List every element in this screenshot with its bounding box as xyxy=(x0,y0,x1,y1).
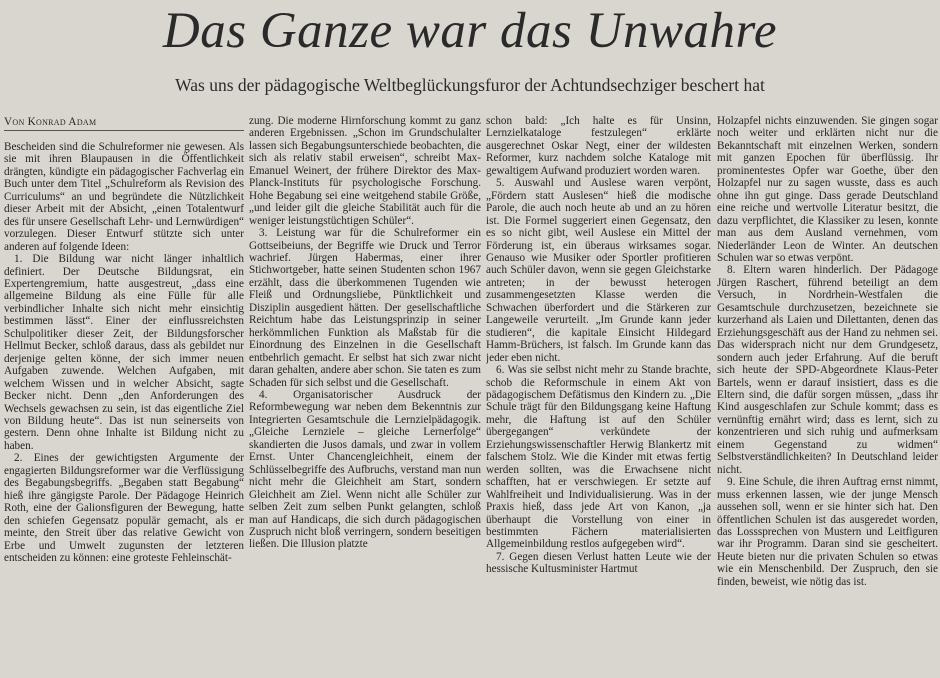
paragraph: 1. Die Bildung war nicht länger inhaltlich definiert. Der Deutsche Bildungsrat, ein Expertengremium, hatte ausgestreut, „dass eine allgemeine Bildung als eine Fülle für alle verbindlicher Inhalte sich nicht mehr einsichtig bestimmen lässt“. Einer der einflussreichsten Schulpolitiker dieser Zeit, der Bildungsforscher Hellmut Becker, schloß daraus, dass als gebildet nur derjenige gelten könne, der sich immer neuen Aufgaben zuwende. Welchen Aufgaben, mit welchem Wissen und in welcher Absicht, sagte Becker nicht. Denn „den Anforderungen des Wechsels gewachsen zu sein, ist das eigentliche Ziel von Bildung heute“. Das ist nun seinerseits von gestern. Denn ohne Inhalte ist Bildung nicht zu haben. xyxy=(4,253,244,452)
paragraph: 4. Organisatorischer Ausdruck der Reformbewegung war neben dem Bekenntnis zur Integrierten Gesamtschule die Lernzielpädagogik. „Gleiche Lernziele – gleiche Lernerfolge“ skandierten die Jusos damals, und zwar in vollem Ernst. Unter Chancengleichheit, einem der Schlüsselbegriffe des Aufbruchs, verstand man nun nicht mehr die Gleichheit am Start, sondern Gleichheit am Ziel. Wenn nicht alle Schüler zur selben Zeit zum selben Punkt gelangten, schloß man auf Handicaps, die sich durch pädagogischen Zuspruch nicht bloß verringern, sondern beseitigen ließen. Die Illusion platzte xyxy=(249,388,481,551)
column-4 xyxy=(717,115,938,678)
paragraph: Bescheiden sind die Schulreformer nie gewesen. Als sie mit ihren Blaupausen in die Öffentlichkeit drängten, kündigte ein pädagogischer Fachverlag ein Buch unter dem Titel „Schulreform als Revision des Curriculums“ an und begründete die Nützlichkeit dieser Arbeit mit der Absicht, „einen Totalentwurf des für unsere Gesellschaft Lehr- und Lernwürdigen“ vorzulegen. Dieser Entwurf stützte sich unter anderen auf folgende Ideen: xyxy=(4,141,244,253)
headline: Das Ganze war das Unwahre xyxy=(162,3,778,59)
paragraph: 2. Eines der gewichtigsten Argumente der engagierten Bildungsreformer war die Verflüssigung des Begabungsbegriffs. „Begaben statt Begabung“ hieß ihre gängigste Parole. Der Pädagoge Heinrich Roth, eine der Galionsfiguren der Bewegung, hatte den schiefen Gegensatz populär gemacht, als er meinte, den Streit über das relative Gewicht von Erbe und Umwelt zugunsten der letzteren entscheiden zu können: eine groteste Fehleinschät- xyxy=(4,452,244,564)
column-2 xyxy=(249,115,481,678)
article-body xyxy=(4,115,938,678)
paragraph: zung. Die moderne Hirnforschung kommt zu ganz anderen Ergebnissen. „Schon im Grundschulalter lassen sich Begabungsunterschiede beobachten, die sich als relativ stabil erweisen“, schreibt Max-Emanuel Weinert, der frühere Direktor des Max-Planck-Instituts für psychologische Forschung. Hohe Begabung sei eine weitgehend stabile Größe, „und leider gilt die gleiche Stabilität auch für die weniger leistungstüchtigen Schüler“. xyxy=(249,115,481,227)
paragraph: 8. Eltern waren hinderlich. Der Pädagoge Jürgen Raschert, führend beteiligt an dem Versuch, in Nordrhein-Westfalen die Gesamtschule durchzusetzen, bezeichnete sie kurzerhand als Laien und Dilettanten, denen das Erziehungsgeschäft aus der Hand zu nehmen sei. Das widersprach nicht nur dem Grundgesetz, sondern auch jeder Erfahrung. Auf die beruft sich heute der SPD-Abgeordnete Klaus-Peter Bartels, wenn er darauf insistiert, dass es die Eltern sind, die dafür sorgen müssen, „dass ihr Kind ausgeschlafen zur Schule kommt; dass es vernünftig ernährt wird; dass es lernt, sich zu konzentrieren und sich ruhig und aufmerksam einem Gegenstand zu widmen“ Selbstverständlichkeiten? In Deutschland leider nicht. xyxy=(717,264,938,476)
paragraph: 5. Auswahl und Auslese waren verpönt, „Fördern statt Auslesen“ hieß die modische Parole, die auch noch heute ab und an zu hören ist. Die Formel suggeriert einen Gegensatz, den es so nicht gibt, weil Auslese ein Mittel der Förderung ist, ein überaus wirksames sogar. Genauso wie Musiker oder Sportler profitieren auch Schüler davon, wenn sie gegen Gleichstarke antreten; in der bewusst heterogen zusammengesetzten Klasse werden die Schwachen überfordert und die Stärkeren zur Langeweile verurteilt. „Im Grunde kann jeder studieren“, die kapitale Einsicht Hildegard Hamm-Brüchers, ist falsch. Im Grunde kann das jeder eben nicht. xyxy=(486,177,711,364)
paragraph: 9. Eine Schule, die ihren Auftrag ernst nimmt, muss erkennen lassen, wie der junge Mensch aussehen soll, wenn er sie hinter sich hat. Den öffentlichen Schulen ist das ausgeredet worden, das Losssprechen von Mustern und Leitfiguren war ihr Programm. Daran sind sie gescheitert. Heute bieten nur die privaten Schulen so etwas wie ein Menschenbild. Der Zuspruch, den sie finden, beweist, wie nötig das ist. xyxy=(717,476,938,588)
column-3 xyxy=(486,115,711,678)
paragraph: Holzapfel nichts einzuwenden. Sie gingen sogar noch weiter und erklärten nicht nur die Bekanntschaft mit einzelnen Werken, sondern mit ganzen Epochen für überflüssig. Ihr prominentestes Opfer war Goethe, über den Holzapfel nur zu sagen wusste, dass es auch ohne ihn gut ginge. Dass gerade Deutschland eine reiche und wertvolle Literatur besitzt, die dazu verpflichtet, die Klassiker zu lesen, konnte man aus dem Ausland vernehmen, vom Niederländer Leon de Winter. An deutschen Schulen war so etwas verpönt. xyxy=(717,115,938,264)
paragraph: 7. Gegen diesen Verlust hatten Leute wie der hessische Kultusminister Hartmut xyxy=(486,550,711,576)
paragraph: schon bald: „Ich halte es für Unsinn, Lernzielkataloge festzulegen“ erklärte ausgerechnet Oskar Negt, einer der wildesten Reformer, kurz nachdem solche Kataloge mit gewaltigem Aufwand produziert worden waren. xyxy=(486,115,711,177)
subheadline: Was uns der pädagogische Weltbeglückungsfuror der Achtundsechziger beschert hat xyxy=(175,75,765,95)
paragraph: 6. Was sie selbst nicht mehr zu Stande brachte, schob die Reformschule in einem Akt von pädagogischem Defätismus den Kindern zu. „Die Schule trägt für den Bildungsgang keine Haftung mehr, die Haftung ist auf den Schüler übergegangen“ verkündete der Erziehungswissenschaftler Herwig Blankertz mit falschem Stolz. Wie die Kinder mit etwas fertig werden sollten, was die Erwachsene nicht schafften, hat er verschwiegen. Er setzte auf Wahlfreiheit und Individualisierung. Was in der Praxis hieß, dass jede Art von Kanon, „ja überhaupt die Vorstellung von einer in bestimmten Fächern materialisierten Allgemeinbildung restlos aufgegeben wird“. xyxy=(486,364,711,551)
byline: Von Konrad Adam xyxy=(4,115,244,131)
paragraph: 3. Leistung war für die Schulreformer ein Gottseibeiuns, der Begriffe wie Druck und Terror wachrief. Jürgen Habermas, einer ihrer Stichwortgeber, hatte seinen Studenten schon 1967 erzählt, dass die überkommenen Tugenden wie Fleiß und Ordnungsliebe, Pünktlichkeit und Disziplin ausgedient hätten. Der gesellschaftliche Reichtum habe das Leistungsprinzip in seiner herkömmlichen Funktion als Maßstab für die Einordnung des Einzelnen in die Gesellschaft entbehrlich gemacht. Er selbst hat sich zwar nicht daran gehalten, andere aber schon. Sie taten es zum Schaden für sich selbst und die Gesellschaft. xyxy=(249,227,481,389)
column-1 xyxy=(4,115,244,678)
